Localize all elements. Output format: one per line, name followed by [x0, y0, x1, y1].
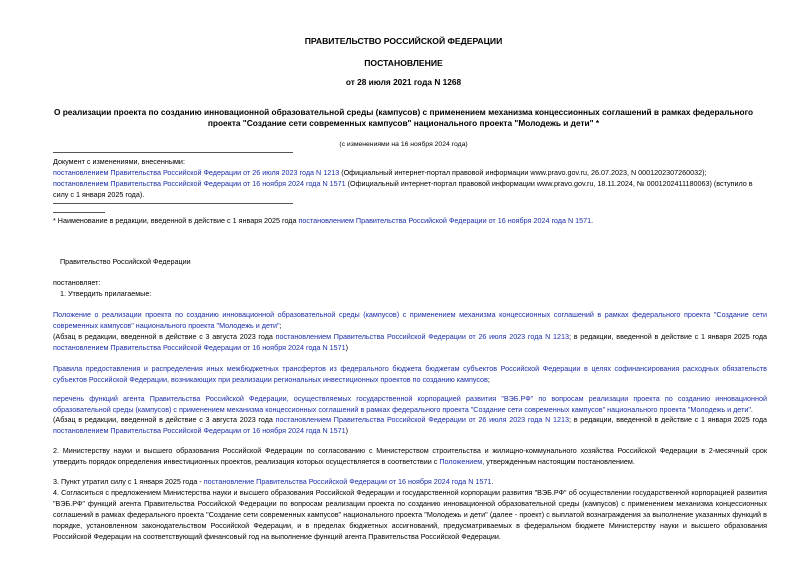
divider-mid	[53, 203, 293, 204]
footnote-link[interactable]: постановлением Правительства Российской Федерации от 16 ноября 2024 года N 1571	[298, 216, 592, 225]
regulation-paragraph: Положение о реализации проекта по созданию инновационной образовательной среды (кампусов) с применением механизма концессионных соглашений в рамках федерального проекта "Создание сети современных кампусов" национального проекта "Молодежь и дети";	[53, 310, 767, 330]
functions-list-paragraph: перечень функций агента Правительства Российской Федерации, осуществляемых государственной корпорацией развития "ВЭБ.РФ" по вопросам реализации проекта по созданию инновационной образовательной среды (кампусов) с применением механизма концессионных соглашений в рамках федерального проекта "Создание сети современных кампусов" национального проекта "Молодежь и дети".	[53, 394, 767, 414]
government-heading: ПРАВИТЕЛЬСТВО РОССИЙСКОЙ ФЕДЕРАЦИИ	[304, 36, 503, 46]
item3-link[interactable]: постановление Правительства Российской Федерации от 16 ноября 2024 года N 1571	[203, 477, 492, 486]
regulation-ref-link[interactable]: Положением	[439, 457, 483, 466]
divider-top	[53, 152, 293, 153]
footnote: * Наименование в редакции, введенной в действие с 1 января 2025 года постановлением Правительства Российской Федерации от 16 ноября 2024 года N 1571.	[53, 216, 594, 225]
note1-link-2[interactable]: постановлением Правительства Российской Федерации от 16 ноября 2024 года N 1571	[53, 343, 346, 352]
note1-link-1[interactable]: постановлением Правительства Российской Федерации от 26 июля 2023 года N 1213	[275, 332, 569, 341]
divider-footnote	[53, 212, 105, 213]
change-item-2: постановлением Правительства Российской Федерации от 16 ноября 2024 года N 1571 (Официальный интернет-портал правовой информации www.pravo.gov.ru, 18.11.2024, № 0001202411180063) (вступило в силу с 1 января 2025 года).	[53, 179, 753, 199]
body-item-4: 4. Согласиться с предложением Министерства науки и высшего образования Российской Федерации и государственной корпорации развития "ВЭБ.РФ" об осуществлении государственной корпорацией развития "ВЭБ.РФ" функций агента Правительства Российской Федерации по вопросам реализации проекта по созданию инновационной образовательной среды (кампусов) с применением механизма концессионных соглашений в рамках федерального проекта "Создание сети современных кампусов" национального проекта "Молодежь и дети" (далее - проект) с выплатой вознаграждения за выполнение указанных функций в порядке, установленном законодательством Российской Федерации, и в пределах бюджетных ассигнований, предусматриваемых в федеральном бюджете Министерству науки и высшего образования Российской Федерации на соответствующий финансовый год на выполнение функций агента Правительства Российской Федерации.	[53, 488, 767, 541]
note2-link-1[interactable]: постановлением Правительства Российской Федерации от 26 июля 2023 года N 1213	[275, 415, 569, 424]
rules-link[interactable]: Правила предоставления и распределения иных межбюджетных трансфертов из федерального бюджета бюджетам субъектов Российской Федерации в целях софинансирования расходных обязательств субъектов Российской Федерации, возникающих при реализации региональных инвестиционных проектов по созданию кампусов	[53, 364, 767, 384]
rules-paragraph: Правила предоставления и распределения иных межбюджетных трансфертов из федерального бюджета бюджетам субъектов Российской Федерации в целях софинансирования расходных обязательств субъектов Российской Федерации, возникающих при реализации региональных инвестиционных проектов по созданию кампусов;	[53, 364, 767, 384]
body-item-2: 2. Министерству науки и высшего образования Российской Федерации по согласованию с Министерством строительства и жилищно-коммунального хозяйства Российской Федерации в 2-месячный срок утвердить порядок определения инвестиционных проектов, реализация которых осуществляется в соответствии с Положением, утвержденным настоящим постановлением.	[53, 446, 767, 466]
body-government: Правительство Российской Федерации	[60, 257, 191, 266]
regulation-link[interactable]: Положение о реализации проекта по созданию инновационной образовательной среды (кампусов) с применением механизма концессионных соглашений в рамках федерального проекта "Создание сети современных кампусов" национального проекта "Молодежь и дети"	[53, 310, 767, 330]
change-link-1[interactable]: постановлением Правительства Российской Федерации от 26 июля 2023 года N 1213	[53, 168, 340, 177]
document-title: О реализации проекта по созданию инновационной образовательной среды (кампусов) с применением механизма концессионных соглашений в рамках федерального проекта "Создание сети современных кампусов" национального проекта "Молодежь и дети" *	[53, 107, 754, 128]
doc-type-heading: ПОСТАНОВЛЕНИЕ	[364, 58, 443, 68]
amendment-note-2: (Абзац в редакции, введенной в действие с 3 августа 2023 года постановлением Правительства Российской Федерации от 26 июля 2023 года N 1213; в редакции, введенной в действие с 1 января 2025 года постановлением Правительства Российской Федерации от 16 ноября 2024 года N 1571)	[53, 415, 768, 435]
amendment-note: (с изменениями на 16 ноября 2024 года)	[339, 141, 468, 148]
change-link-2[interactable]: постановлением Правительства Российской Федерации от 16 ноября 2024 года N 1571	[53, 179, 346, 188]
change-item-1: постановлением Правительства Российской Федерации от 26 июля 2023 года N 1213 (Официальный интернет-портал правовой информации www.pravo.gov.ru, 26.07.2023, N 0001202307260032);	[53, 168, 707, 177]
date-number: от 28 июля 2021 года N 1268	[345, 77, 462, 87]
body-item-3: 3. Пункт утратил силу с 1 января 2025 года - постановление Правительства Российской Федерации от 16 ноября 2024 года N 1571.	[53, 477, 494, 486]
amendment-note-1: (Абзац в редакции, введенной в действие с 3 августа 2023 года постановлением Правительства Российской Федерации от 26 июля 2023 года N 1213; в редакции, введенной в действие с 1 января 2025 года постановлением Правительства Российской Федерации от 16 ноября 2024 года N 1571)	[53, 332, 768, 352]
changes-intro: Документ с изменениями, внесенными:	[53, 157, 185, 166]
note2-link-2[interactable]: постановлением Правительства Российской Федерации от 16 ноября 2024 года N 1571	[53, 426, 346, 435]
functions-list-link[interactable]: перечень функций агента Правительства Российской Федерации, осуществляемых государственной корпорацией развития "ВЭБ.РФ" по вопросам реализации проекта по созданию инновационной образовательной среды (кампусов) с применением механизма концессионных соглашений в рамках федерального проекта "Создание сети современных кампусов" национального проекта "Молодежь и дети"	[53, 394, 767, 414]
body-resolves: постановляет:	[53, 278, 101, 287]
body-item-1: 1. Утвердить прилагаемые:	[60, 289, 152, 298]
